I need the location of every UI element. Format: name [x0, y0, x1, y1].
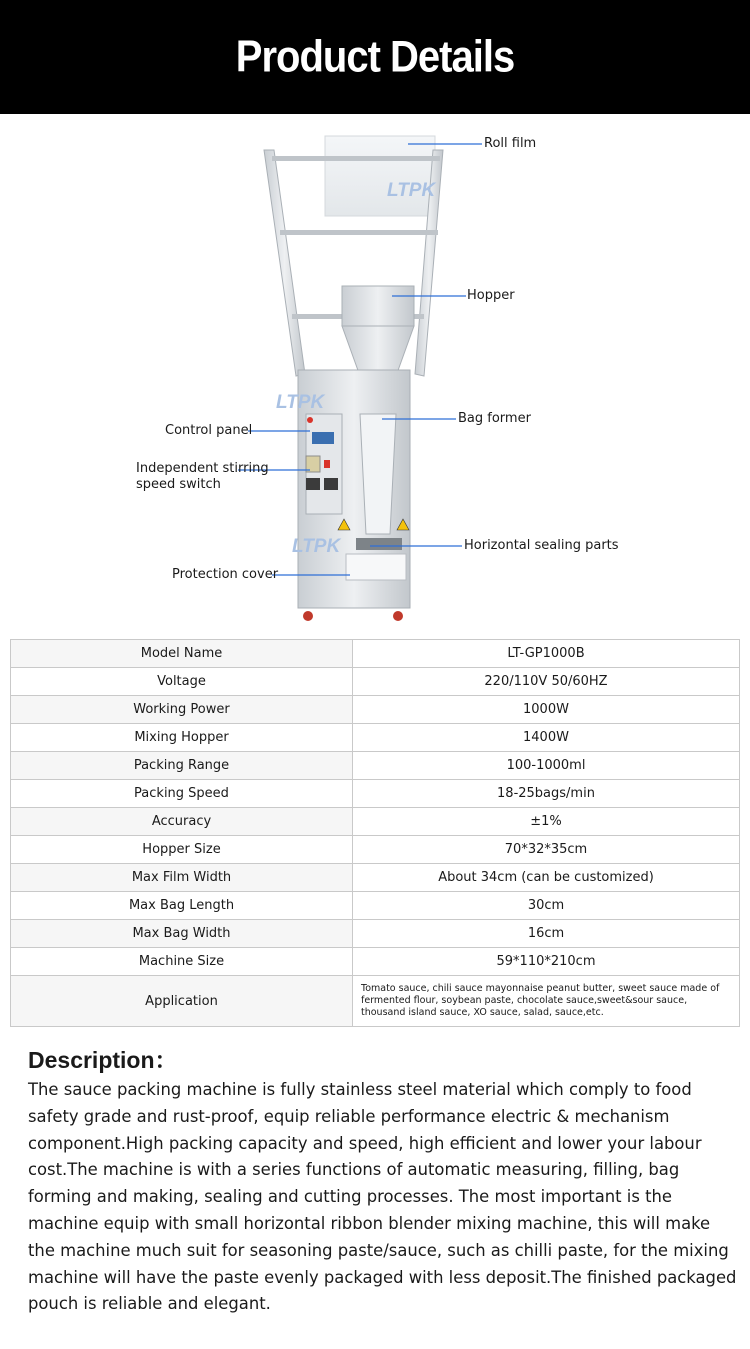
machine-figure: [0, 114, 750, 636]
emergency-stop: [307, 417, 313, 423]
table-row: [11, 668, 740, 696]
spec-label-application: Application: [11, 976, 353, 1027]
table-row: [11, 948, 740, 976]
callout-bag-former: Bag former: [458, 411, 531, 426]
table-row: [11, 892, 740, 920]
protection-cover-plate: [346, 554, 406, 580]
spec-value: LT-GP1000B: [353, 640, 740, 668]
spec-value: 1000W: [353, 696, 740, 724]
table-row: [11, 696, 740, 724]
spec-value: About 34cm (can be customized): [353, 864, 740, 892]
table-row: [11, 864, 740, 892]
spec-label: Voltage: [11, 668, 353, 696]
description-title: Description：: [28, 1047, 178, 1073]
spec-value: 30cm: [353, 892, 740, 920]
table-row: [11, 640, 740, 668]
spec-value: 220/110V 50/60HZ: [353, 668, 740, 696]
spec-label: Machine Size: [11, 948, 353, 976]
watermark-3: LTPK: [292, 536, 341, 557]
frame-left-upright: [264, 150, 305, 376]
table-row: [11, 920, 740, 948]
controller-2: [324, 478, 338, 490]
spec-label: Hopper Size: [11, 836, 353, 864]
spec-label: Accuracy: [11, 808, 353, 836]
spec-value: 18-25bags/min: [353, 780, 740, 808]
table-row-application: [11, 976, 740, 1027]
control-display: [312, 432, 334, 444]
cross-bar-upper: [280, 230, 438, 235]
spec-label: Max Bag Length: [11, 892, 353, 920]
spec-value: 70*32*35cm: [353, 836, 740, 864]
spec-label: Packing Range: [11, 752, 353, 780]
spec-label: Working Power: [11, 696, 353, 724]
table-row: [11, 780, 740, 808]
film-roller-bar: [272, 156, 440, 161]
wheel-left: [303, 611, 313, 621]
spec-value: 100-1000ml: [353, 752, 740, 780]
table-row: [11, 836, 740, 864]
table-row: [11, 808, 740, 836]
spec-label: Max Bag Width: [11, 920, 353, 948]
table-row: [11, 724, 740, 752]
hopper-box: [342, 286, 414, 326]
red-switch: [324, 460, 330, 468]
table-row: [11, 752, 740, 780]
header-banner: [0, 0, 750, 114]
sealing-jaws: [356, 538, 402, 550]
spec-value-application: Tomato sauce, chili sauce mayonnaise peanut butter, sweet sauce made of fermented flour, soybean paste, chocolate sauce,sweet&sour sauce, thousand island sauce, XO sauce, salad, sauce,etc.: [353, 976, 740, 1027]
spec-value: ±1%: [353, 808, 740, 836]
roll-film-sheet: [325, 136, 435, 216]
bag-former-tube: [360, 414, 396, 534]
spec-table: [10, 639, 740, 1027]
spec-value: 59*110*210cm: [353, 948, 740, 976]
callout-roll-film: Roll film: [484, 136, 537, 151]
spec-value: 1400W: [353, 724, 740, 752]
description-body: The sauce packing machine is fully stainless steel material which comply to food safety grade and rust-proof, equip reliable performance electric & mechanism component.High packing capacity and speed, high efficient and lower your labour cost.The machine is with a series functions of automatic measuring, filling, bag forming and making, sealing and cutting processes. The most important is the machine equip with small horizontal ribbon blender mixing machine, this will make the machine much suit for seasoning paste/sauce, such as chilli paste, for the mixing machine will have the paste evenly packaged with less deposit.The finished packaged pouch is reliable and elegant.: [28, 1080, 737, 1314]
spec-label: Max Film Width: [11, 864, 353, 892]
page-title: Product Details: [235, 31, 515, 82]
machine-illustration: [0, 114, 750, 636]
callout-stirring-switch-line2: speed switch: [136, 477, 221, 492]
spec-label: Mixing Hopper: [11, 724, 353, 752]
spec-label: Model Name: [11, 640, 353, 668]
spec-value: 16cm: [353, 920, 740, 948]
callout-control-panel: Control panel: [165, 423, 253, 438]
callout-stirring-switch-line1: Independent stirring: [136, 461, 269, 476]
callout-hopper: Hopper: [467, 288, 515, 303]
watermark-2: LTPK: [276, 392, 325, 413]
wheel-right: [393, 611, 403, 621]
hopper-funnel: [342, 326, 414, 376]
spec-label: Packing Speed: [11, 780, 353, 808]
callout-horizontal-sealing: Horizontal sealing parts: [464, 538, 619, 553]
callout-protection-cover: Protection cover: [172, 567, 279, 582]
watermark-1: LTPK: [387, 180, 436, 201]
controller-1: [306, 478, 320, 490]
